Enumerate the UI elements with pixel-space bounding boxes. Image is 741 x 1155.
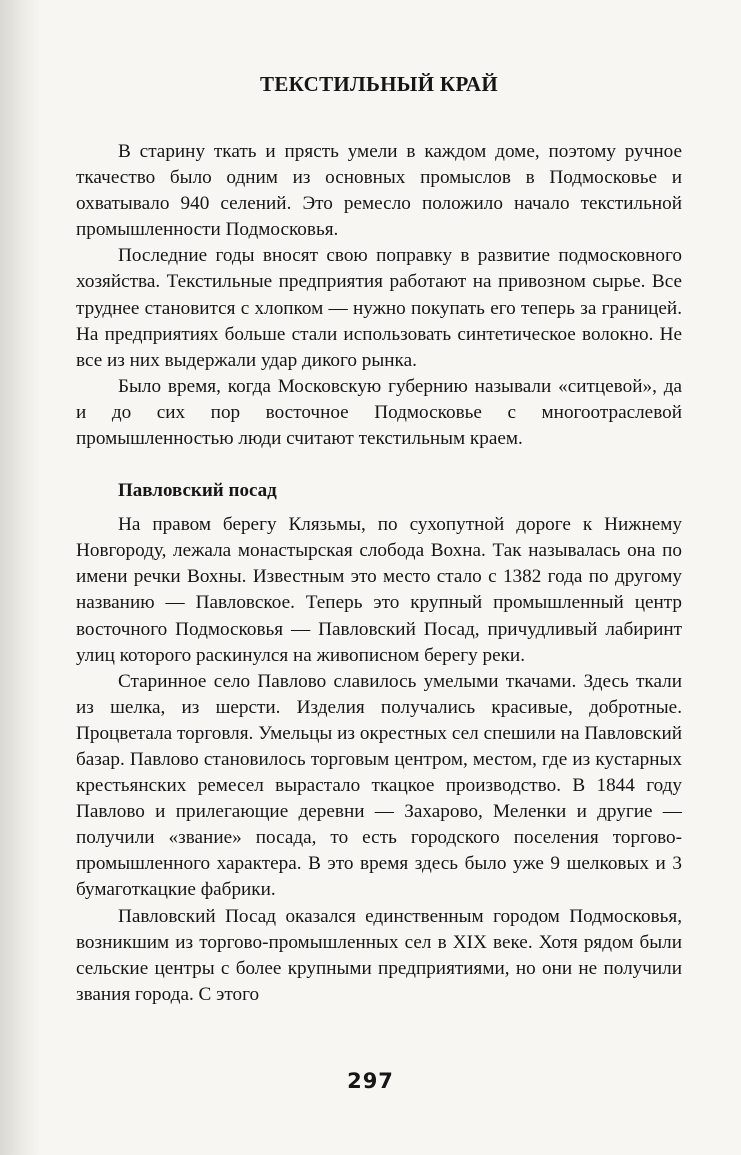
page-number: 297	[347, 1069, 394, 1093]
paragraph-intro-3: Было время, когда Московскую губернию называли «ситцевой», да и до сих пор восточное Подмосковье с многоотраслевой промышленностью люди считают текстильным краем.	[76, 375, 682, 450]
page-content	[76, 72, 682, 1008]
section-title: Павловский посад	[118, 480, 277, 502]
chapter-title: ТЕКСТИЛЬНЫЙ КРАЙ	[260, 72, 498, 96]
paragraph-intro-1: В старину ткать и прясть умели в каждом доме, поэтому ручное ткачество было одним из основных промыслов в Подмосковье и охватывало 940 селений. Это ремесло положило начало текстильной промышленности Подмосковья.	[76, 141, 682, 241]
paragraph-section-3: Павловский Посад оказался единственным городом Подмосковья, возникшим из торгово-промышленных сел в XIX веке. Хотя рядом были сельские центры с более крупными предприятиями, но они не получили звания города. С этого	[76, 905, 682, 1005]
page-edge-shadow	[0, 0, 42, 1155]
paragraph-section-1: На правом берегу Клязьмы, по сухопутной дороге к Нижнему Новгороду, лежала монастырская слобода Вохна. Так называлась она по имени речки Вохны. Известным это место стало с 1382 года по другому названию — Павловское. Теперь это крупный промышленный центр восточного Подмосковья — Павловский Посад, причудливый лабиринт улиц которого раскинулся на живописном берегу реки.	[76, 514, 682, 666]
paragraph-section-2: Старинное село Павлово славилось умелыми ткачами. Здесь ткали из шелка, из шерсти. Изделия получались красивые, добротные. Процветала торговля. Умельцы из окрестных сел спешили на Павловский базар. Павлово становилось торговым центром, местом, где из кустарных крестьянских ремесел вырастало ткацкое производство. В 1844 году Павлово и прилегающие деревни — Захарово, Меленки и другие — получили «звание» посада, то есть городского поселения торгово-промышленного характера. В это время здесь было уже 9 шелковых и 3 бумаготкацкие фабрики.	[76, 670, 682, 901]
paragraph-intro-2: Последние годы вносят свою поправку в развитие подмосковного хозяйства. Текстильные предприятия работают на привозном сырье. Все труднее становится с хлопком — нужно покупать его теперь за границей. На предприятиях больше стали использовать синтетическое волокно. Не все из них выдержали удар дикого рынка.	[76, 245, 682, 371]
